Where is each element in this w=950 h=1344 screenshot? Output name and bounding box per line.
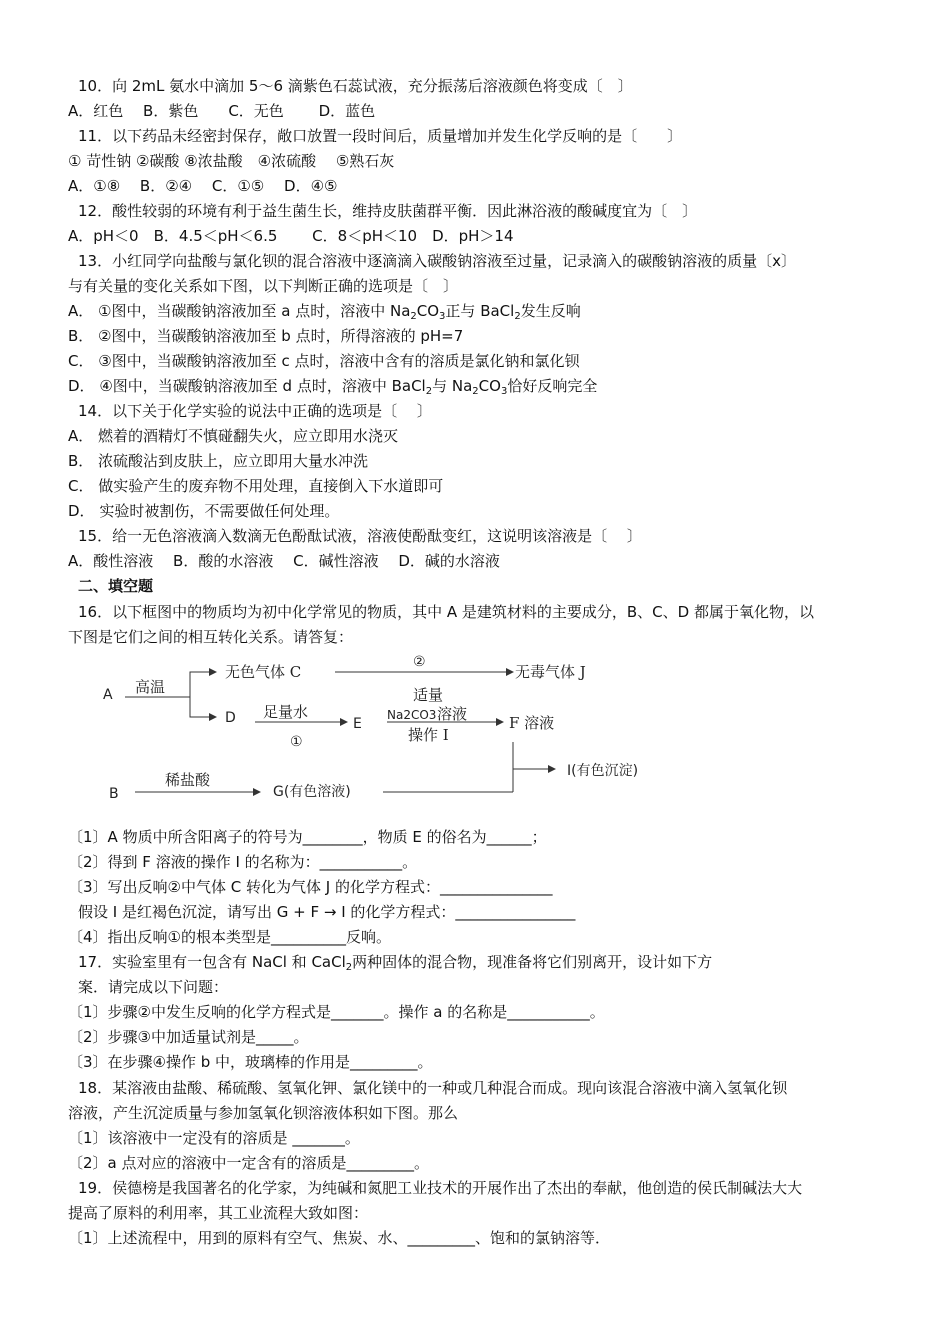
q14-option-d: D． 实验时被割伤，不需要做任何处理。 — [68, 502, 340, 520]
q13-stem-line1: 13．小红同学向盐酸与氯化钡的混合溶液中逐滴滴入碳酸钠溶液至过量，记录滴入的碳酸钠溶液的质量〔x〕 — [78, 252, 796, 270]
q13-option-c: C． ③图中，当碳酸钠溶液加至 c 点时，溶液中含有的溶质是氯化钠和氯化钡 — [68, 352, 580, 370]
q10-options: A．红色 B．紫色 C．无色 D．蓝色 — [68, 102, 376, 120]
section-fill-in-heading: 二、填空题 — [78, 577, 154, 595]
label-caozuo: 操作 Ⅰ — [408, 726, 449, 744]
label-rongye: 溶液 — [437, 705, 468, 723]
branch-down-line — [190, 697, 213, 717]
q12-stem: 12．酸性较弱的环境有利于益生菌生长，维持皮肤菌群平衡．因此淋浴液的酸碱度宜为〔 〕 — [78, 202, 698, 220]
node-a: A — [103, 687, 113, 703]
label-xiyansuan: 稀盐酸 — [165, 771, 211, 789]
q19-stem-line1: 19．侯德榜是我国著名的化学家，为纯碱和氮肥工业技术的开展作出了杰出的奉献，他创造的侯氏制碱法大大 — [78, 1179, 803, 1197]
q17-stem-line2: 案．请完成以下问题： — [78, 978, 229, 996]
label-gaowen: 高温 — [135, 678, 166, 696]
q13-option-a: A． ①图中，当碳酸钠溶液加至 a 点时，溶液中 $Na_2CO_3$正与 BaCl$_2$发生反响 — [68, 302, 581, 322]
node-j: 无毒气体 J — [515, 663, 586, 681]
q18-part-1: 〔1〕该溶液中一定没有的溶质是 _______。 — [68, 1129, 360, 1147]
node-d: D — [225, 710, 236, 726]
node-i: I(有色沉淀) — [567, 763, 639, 779]
q16-part-1: 〔1〕A 物质中所含阳离子的符号为________，物质 E 的俗名为______； — [68, 828, 547, 846]
q17-part-2: 〔2〕步骤③中加适量试剂是_____。 — [68, 1028, 309, 1046]
q16-flow-diagram — [95, 650, 675, 810]
q17-part-3: 〔3〕在步骤④操作 b 中，玻璃棒的作用是_________。 — [68, 1053, 433, 1071]
q13-option-b: B． ②图中，当碳酸钠溶液加至 b 点时，所得溶液的 pH=7 — [68, 327, 464, 345]
node-f: F 溶液 — [509, 714, 555, 732]
label-step-2: ② — [413, 654, 426, 670]
q18-stem-line1: 18．某溶液由盐酸、稀硫酸、氢氧化钾、氯化镁中的一种或几种混合而成。现向该混合溶液中滴入氢氧化钡 — [78, 1079, 788, 1097]
label-na2co3: Na2CO3 — [387, 708, 437, 722]
q14-option-b: B． 浓硫酸沾到皮肤上，应立即用大量水冲洗 — [68, 452, 369, 470]
q18-part-2: 〔2〕a 点对应的溶液中一定含有的溶质是_________。 — [68, 1154, 430, 1172]
branch-up-line — [190, 672, 213, 697]
q12-options: A．pH＜0 B．4.5＜pH＜6.5 C．8＜pH＜10 D．pH＞14 — [68, 227, 514, 245]
q11-stem: 11．以下药品未经密封保存，敞口放置一段时间后，质量增加并发生化学反响的是〔 〕 — [78, 127, 683, 145]
q14-option-a: A． 燃着的酒精灯不慎碰翻失火，应立即用水浇灭 — [68, 427, 399, 445]
q16-stem-line1: 16．以下框图中的物质均为初中化学常见的物质，其中 A 是建筑材料的主要成分，B、C、D 都属于氧化物，以 — [78, 603, 814, 621]
q10-stem: 10．向 2mL 氨水中滴加 5～6 滴紫色石蕊试液，充分振荡后溶液颜色将变成〔 〕 — [78, 77, 633, 95]
q16-part-2: 〔2〕得到 F 溶液的操作 Ⅰ 的名称为：___________。 — [68, 853, 418, 871]
q16-part-4: 〔4〕指出反响①的根本类型是__________反响。 — [68, 928, 391, 946]
q17-part-1: 〔1〕步骤②中发生反响的化学方程式是_______。操作 a 的名称是___________。 — [68, 1003, 605, 1021]
q16-part-3: 〔3〕写出反响②中气体 C 转化为气体 J 的化学方程式：_______________ — [68, 878, 553, 896]
label-step-1: ① — [290, 734, 303, 750]
q13-option-d: D． ④图中，当碳酸钠溶液加至 d 点时，溶液中 BaCl$_2$与 $Na_2CO_3$恰好反响完全 — [68, 377, 598, 397]
node-b: B — [109, 786, 119, 802]
q19-stem-line2: 提高了原料的利用率，其工业流程大致如图： — [68, 1204, 369, 1222]
q17-stem-line1: 17．实验室里有一包含有 NaCl 和 CaCl$_2$两种固体的混合物，现准备将它们别离开，设计如下方 — [78, 953, 713, 973]
label-shiliang: 适量 — [413, 686, 444, 704]
q19-part-1: 〔1〕上述流程中，用到的原料有空气、焦炭、水、_________、饱和的氯钠溶等． — [68, 1229, 611, 1247]
label-zuliangshui: 足量水 — [263, 703, 309, 721]
node-e: E — [353, 716, 362, 732]
q13-stem-line2: 与有关量的变化关系如下图，以下判断正确的选项是〔 〕 — [68, 277, 459, 295]
node-g: G(有色溶液) — [273, 784, 351, 800]
q11-items: ① 苛性钠 ②碳酸 ⑧浓盐酸 ④浓硫酸 ⑤熟石灰 — [68, 152, 395, 170]
q11-options: A．①⑧ B．②④ C．①⑤ D．④⑤ — [68, 177, 338, 195]
q16-stem-line2: 下图是它们之间的相互转化关系。请答复： — [68, 628, 354, 646]
q14-option-c: C． 做实验产生的废弃物不用处理，直接倒入下水道即可 — [68, 477, 444, 495]
q15-options: A．酸性溶液 B．酸的水溶液 C．碱性溶液 D．碱的水溶液 — [68, 552, 500, 570]
q16-part-3b: 假设 I 是红褐色沉淀，请写出 G + F → I 的化学方程式：________________ — [78, 903, 576, 921]
q18-stem-line2: 溶液，产生沉淀质量与参加氢氧化钡溶液体积如下图。那么 — [68, 1104, 459, 1122]
node-c: 无色气体 C — [225, 663, 302, 681]
q14-stem: 14．以下关于化学实验的说法中正确的选项是〔 〕 — [78, 402, 432, 420]
q15-stem: 15．给一无色溶液滴入数滴无色酚酞试液，溶液使酚酞变红，这说明该溶液是〔 〕 — [78, 527, 642, 545]
